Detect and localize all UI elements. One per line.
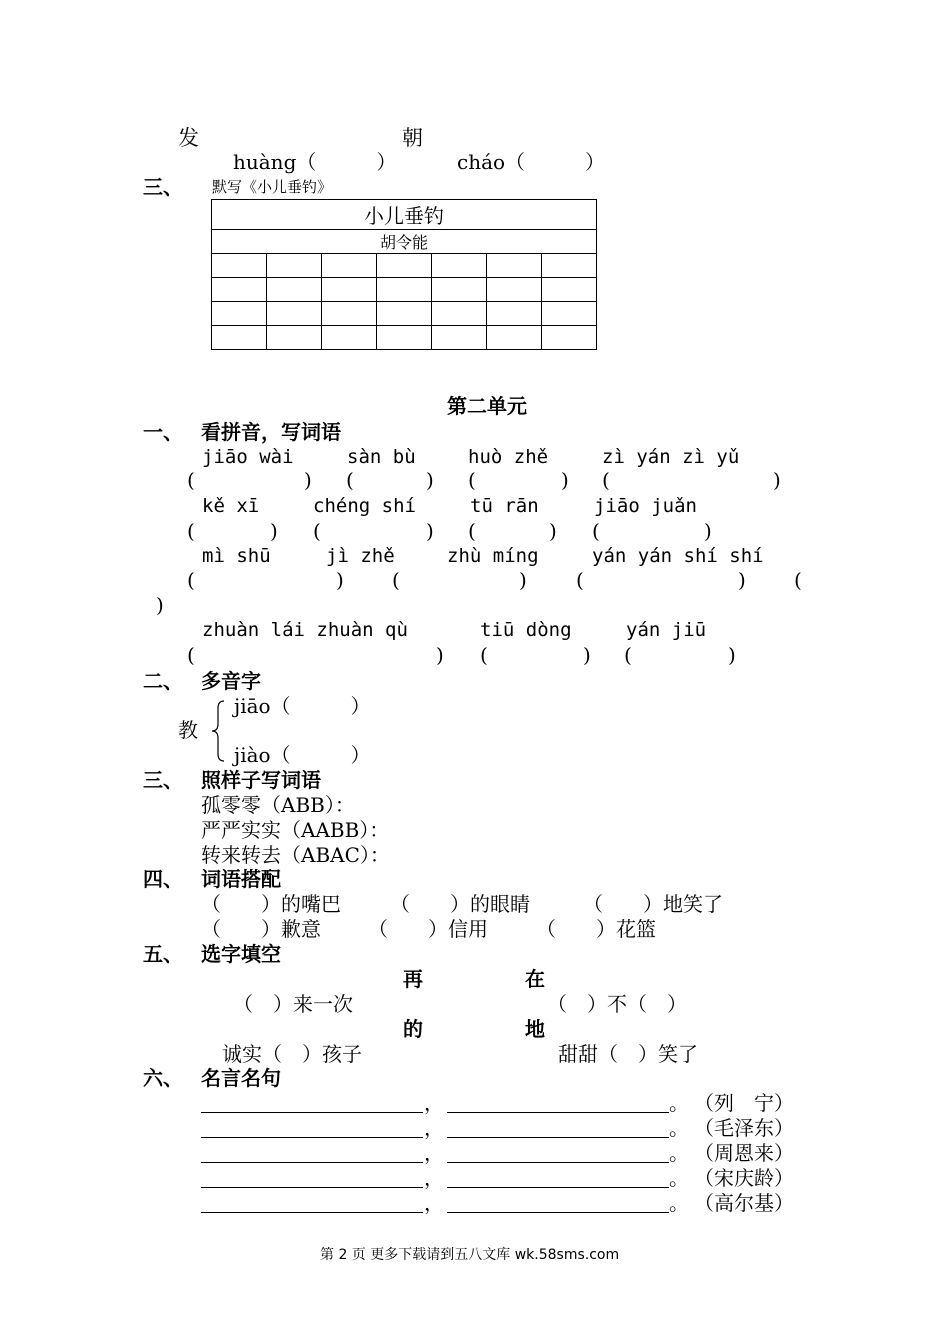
s3-number: 三、 (143, 768, 183, 792)
pinyin: sàn bù (347, 446, 416, 468)
answer-bracket-close: ) (426, 519, 434, 543)
answer-bracket-close: ) (583, 643, 591, 667)
poem-cell[interactable] (212, 278, 267, 302)
pinyin: yán yán shí shí (592, 545, 764, 567)
poem-cell[interactable] (212, 302, 267, 326)
pinyin: jì zhě (326, 545, 395, 567)
poem-cell[interactable] (266, 254, 321, 278)
pinyin: zì yán zì yǔ (602, 446, 740, 468)
answer-bracket-close: ) (270, 519, 278, 543)
answer-bracket-open[interactable]: ( (468, 468, 476, 492)
poem-cell[interactable] (212, 326, 267, 350)
collocation-item[interactable]: （ ）的眼睛 (390, 892, 530, 916)
poem-cell[interactable] (321, 278, 376, 302)
quote-blank-1[interactable] (201, 1137, 423, 1138)
section-3-prev-number: 三、 (143, 175, 183, 199)
poem-title: 小儿垂钓 (212, 200, 597, 230)
answer-bracket-open[interactable]: ( (480, 643, 488, 667)
fill-item[interactable]: 诚实（ ）孩子 (222, 1042, 362, 1066)
poem-cell[interactable] (486, 254, 541, 278)
s6-title: 名言名句 (201, 1066, 281, 1090)
answer-bracket-close: ) (704, 519, 712, 543)
poem-cell[interactable] (431, 302, 486, 326)
poem-cell[interactable] (376, 278, 431, 302)
quote-blank-2[interactable] (447, 1212, 669, 1213)
collocation-item[interactable]: （ ）歉意 (201, 917, 321, 941)
poem-cell[interactable] (486, 278, 541, 302)
pinyin: zhù míng (447, 545, 539, 567)
pattern-abb[interactable]: 孤零零（ABB）： (201, 793, 355, 817)
quote-blank-2[interactable] (447, 1187, 669, 1188)
poem-cell[interactable] (486, 326, 541, 350)
s2-title: 多音字 (201, 669, 261, 693)
s6-number: 六、 (143, 1066, 183, 1090)
period: 。 (669, 1191, 689, 1215)
s2-number: 二、 (143, 669, 183, 693)
pinyin: jiāo wài (202, 446, 294, 468)
answer-bracket-open[interactable]: ( (794, 568, 802, 592)
answer-bracket-open[interactable]: ( (468, 519, 476, 543)
char-chao: 朝 (402, 126, 423, 150)
answer-bracket-close: ) (549, 519, 557, 543)
quote-blank-1[interactable] (201, 1162, 423, 1163)
poem-cell[interactable] (212, 254, 267, 278)
quote-author: （列 宁） (694, 1091, 794, 1115)
fill-item[interactable]: （ ）不（ ） (547, 992, 687, 1016)
unit-title: 第二单元 (447, 394, 527, 418)
s1-number: 一、 (143, 420, 183, 444)
quote-author: （周恩来） (694, 1141, 794, 1165)
answer-bracket-open[interactable]: ( (187, 519, 195, 543)
answer-bracket-open[interactable]: ( (592, 519, 600, 543)
pattern-abac[interactable]: 转来转去（ABAC）： (201, 843, 390, 867)
s5-number: 五、 (143, 942, 183, 966)
choice-char: 地 (525, 1017, 545, 1041)
poem-cell[interactable] (266, 326, 321, 350)
comma: ， (424, 1191, 444, 1215)
collocation-item[interactable]: （ ）花篮 (536, 917, 656, 941)
pinyin: chéng shí (313, 495, 416, 517)
poem-author: 胡令能 (212, 230, 597, 254)
comma: ， (424, 1091, 444, 1115)
poem-cell[interactable] (541, 326, 596, 350)
poem-cell[interactable] (541, 278, 596, 302)
poem-cell[interactable] (376, 326, 431, 350)
answer-bracket-open[interactable]: ( (624, 643, 632, 667)
brace-icon (211, 700, 225, 762)
s3-title: 照样子写词语 (201, 768, 321, 792)
pinyin: huò zhě (468, 446, 549, 468)
answer-bracket-open[interactable]: ( (187, 568, 195, 592)
poem-cell[interactable] (321, 254, 376, 278)
comma: ， (424, 1141, 444, 1165)
period: 。 (669, 1116, 689, 1140)
quote-blank-2[interactable] (447, 1112, 669, 1113)
quote-blank-1[interactable] (201, 1187, 423, 1188)
char-fa: 发 (178, 126, 199, 150)
poem-cell[interactable] (486, 302, 541, 326)
choice-char: 在 (525, 967, 545, 991)
comma: ， (424, 1166, 444, 1190)
polyphone-reading-1[interactable]: jiāo（ ） (234, 694, 371, 718)
answer-bracket-open[interactable]: ( (346, 468, 354, 492)
quote-author: （宋庆龄） (694, 1166, 794, 1190)
pinyin: zhuàn lái zhuàn qù (202, 619, 408, 641)
s4-number: 四、 (143, 867, 183, 891)
answer-bracket-close: ) (304, 468, 312, 492)
answer-bracket-close: ) (156, 593, 164, 617)
poem-cell[interactable] (541, 302, 596, 326)
answer-bracket-close: ) (336, 568, 344, 592)
quote-blank-2[interactable] (447, 1137, 669, 1138)
answer-bracket-close: ) (738, 568, 746, 592)
poem-cell[interactable] (376, 302, 431, 326)
answer-bracket-close: ) (519, 568, 527, 592)
section-3-prev-title: 默写《小儿垂钓》 (212, 178, 333, 196)
pinyin-huang: huàng（ ） (233, 150, 397, 174)
answer-bracket-open[interactable]: ( (392, 568, 400, 592)
answer-bracket-open[interactable]: ( (313, 519, 321, 543)
answer-bracket-open[interactable]: ( (602, 468, 610, 492)
period: 。 (669, 1141, 689, 1165)
s4-title: 词语搭配 (201, 867, 281, 891)
s5-title: 选字填空 (201, 942, 281, 966)
collocation-item[interactable]: （ ）地笑了 (583, 892, 723, 916)
pinyin: kě xī (202, 495, 260, 517)
pinyin: yán jiū (626, 619, 707, 641)
period: 。 (669, 1091, 689, 1115)
poem-cell[interactable] (321, 302, 376, 326)
collocation-item[interactable]: （ ）的嘴巴 (201, 892, 341, 916)
polyphone-reading-2[interactable]: jiào（ ） (234, 743, 371, 767)
answer-bracket-open[interactable]: ( (576, 568, 584, 592)
period: 。 (669, 1166, 689, 1190)
pinyin: tū rān (470, 495, 539, 517)
choice-char: 再 (403, 967, 423, 991)
poem-cell[interactable] (266, 278, 321, 302)
quote-author: （高尔基） (694, 1191, 794, 1215)
answer-bracket-close: ) (436, 643, 444, 667)
quote-author: （毛泽东） (694, 1116, 794, 1140)
fill-item[interactable]: （ ）来一次 (233, 992, 353, 1016)
answer-bracket-close: ) (561, 468, 569, 492)
poem-cell[interactable] (541, 254, 596, 278)
pinyin: tiū dòng (480, 619, 572, 641)
quote-blank-1[interactable] (201, 1212, 423, 1213)
answer-bracket-open[interactable]: ( (187, 468, 195, 492)
fill-item[interactable]: 甜甜（ ）笑了 (558, 1042, 698, 1066)
answer-bracket-open[interactable]: ( (187, 643, 195, 667)
polyphone-char: 教 (178, 718, 198, 742)
pattern-aabb[interactable]: 严严实实（AABB）： (201, 818, 390, 842)
comma: ， (424, 1116, 444, 1140)
pinyin: jiāo juǎn (594, 495, 697, 517)
poem-cell[interactable] (431, 254, 486, 278)
pinyin-chao: cháo（ ） (457, 150, 606, 174)
answer-bracket-close: ) (728, 643, 736, 667)
answer-bracket-close: ) (426, 468, 434, 492)
choice-char: 的 (403, 1017, 423, 1041)
page-footer: 第 2 页 更多下载请到五八文库 wk.58sms.com (320, 1247, 620, 1263)
quote-blank-2[interactable] (447, 1162, 669, 1163)
s1-title: 看拼音，写词语 (201, 420, 341, 444)
poem-cell[interactable] (431, 278, 486, 302)
quote-blank-1[interactable] (201, 1112, 423, 1113)
poem-cell[interactable] (431, 326, 486, 350)
poem-cell[interactable] (266, 302, 321, 326)
collocation-item[interactable]: （ ）信用 (368, 917, 488, 941)
answer-bracket-close: ) (773, 468, 781, 492)
poem-cell[interactable] (376, 254, 431, 278)
poem-table (211, 199, 597, 350)
poem-cell[interactable] (321, 326, 376, 350)
pinyin: mì shū (202, 545, 271, 567)
